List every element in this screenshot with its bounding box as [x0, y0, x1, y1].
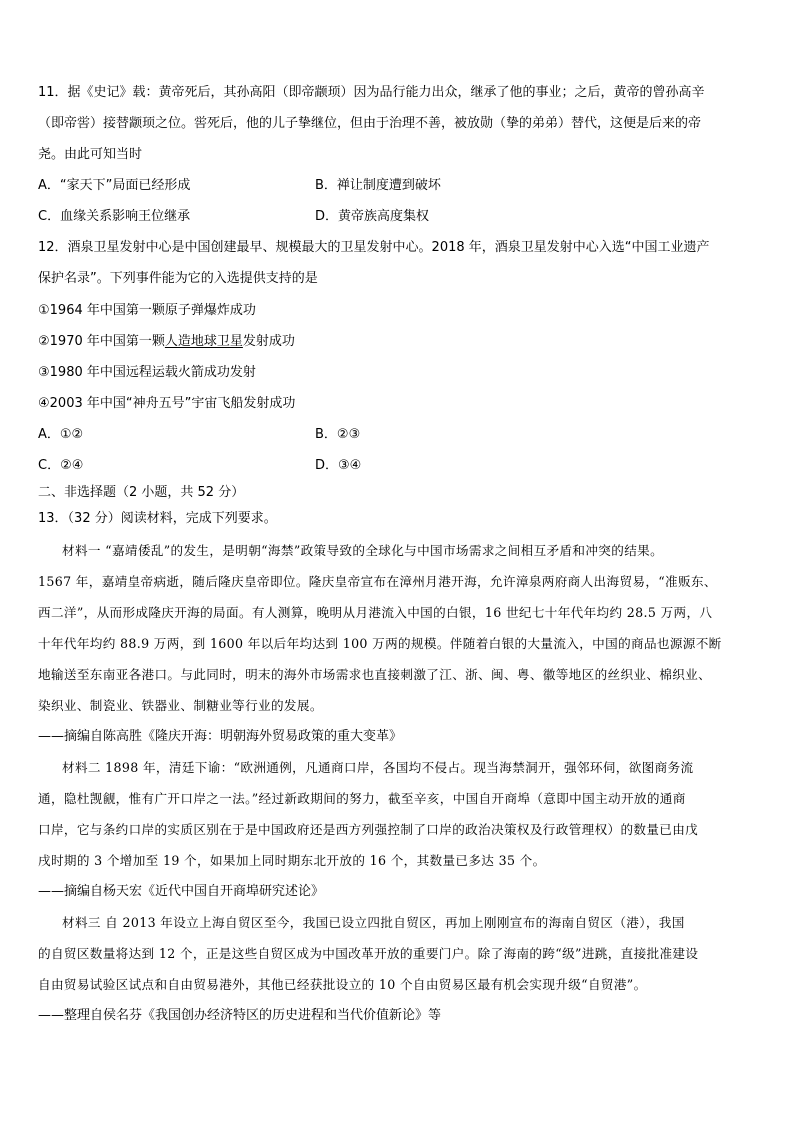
q12-stem-line-2: 保护名录”。下列事件能为它的入选提供支持的是	[38, 271, 318, 286]
material-1-source: ——摘编自陈高胜《隆庆开海：明朝海外贸易政策的重大变革》	[38, 729, 403, 744]
material-1-line-2: 1567 年，嘉靖皇帝病逝，随后隆庆皇帝即位。隆庆皇帝宣布在漳州月港开海，允许漳泉两府商人出海贸易，“准贩东、	[38, 574, 717, 589]
section-2-heading: 二、非选择题（2 小题，共 52 分）	[38, 485, 245, 500]
material-3-line-1: 材料三 自 2013 年设立上海自贸区至今，我国已设立四批自贸区，再加上刚刚宣布的海南自贸区（港），我国	[62, 915, 685, 930]
q11-stem-line-2: （即帝喾）接替颛顼之位。喾死后，他的儿子挚继位，但由于治理不善，被放勋（挚的弟弟）替代，这便是后来的帝	[38, 116, 702, 131]
material-3-source: ——整理自侯名芬《我国创办经济特区的历史进程和当代价值新论》等	[38, 1008, 442, 1023]
material-3-line-2: 的自贸区数量将达到 12 个，正是这些自贸区成为中国改革开放的重要门户。除了海南的跨“级”进跳，直接批准建设	[38, 946, 699, 961]
material-2-line-3: 口岸，它与条约口岸的实质区别在于是中国政府还是西方列强控制了口岸的政治决策权及行政管理权）的数量已由戊	[38, 822, 699, 837]
q12-option-c[interactable]: C．②④	[38, 458, 84, 473]
material-2-line-2: 通，隐杜觊觎，惟有广开口岸之一法。”经过新政期间的努力，截至辛亥，中国自开商埠（意即中国主动开放的通商	[38, 791, 686, 806]
q11-option-c[interactable]: C．血缘关系影响王位继承	[38, 209, 191, 224]
q12-stem-line-1: 12．酒泉卫星发射中心是中国创建最早、规模最大的卫星发射中心。2018 年，酒泉卫星发射中心入选“中国工业遗产	[38, 240, 710, 255]
q12-item-3: ③1980 年中国远程运载火箭成功发射	[38, 365, 256, 380]
q11-option-a[interactable]: A．“家天下”局面已经形成	[38, 178, 191, 193]
q11-option-d[interactable]: D．黄帝族高度集权	[315, 209, 430, 224]
q12-item-2	[38, 333, 758, 351]
material-1-line-4: 十年代年均约 88.9 万两，到 1600 年以后年均达到 100 万两的规模。伴随着白银的大量流入，中国的商品也源源不断	[38, 636, 722, 651]
q12-item-2-prefix: ②1970 年中国第一颗	[38, 334, 165, 349]
q12-item-2-underlined: 人造地球卫星	[164, 334, 243, 349]
q13-intro: 13．（32 分）阅读材料，完成下列要求。	[38, 511, 277, 526]
material-1-line-1: 材料一 “嘉靖倭乱”的发生，是明朝“海禁”政策导致的全球化与中国市场需求之间相互矛盾和冲突的结果。	[62, 543, 664, 558]
q12-item-4: ④2003 年中国“神舟五号”宇宙飞船发射成功	[38, 396, 296, 411]
q12-item-1: ①1964 年中国第一颗原子弹爆炸成功	[38, 303, 256, 318]
q12-item-2-suffix: 发射成功	[242, 334, 295, 349]
q12-option-d[interactable]: D．③④	[315, 458, 362, 473]
material-1-line-3: 西二洋”，从而形成隆庆开海的局面。有人测算，晚明从月港流入中国的白银，16 世纪七十年代年均约 28.5 万两，八	[38, 605, 713, 620]
q11-stem-line-1: 11．据《史记》载：黄帝死后，其孙高阳（即帝颛顼）因为品行能力出众，继承了他的事业；之后，黄帝的曾孙高辛	[38, 85, 705, 100]
q11-option-b[interactable]: B．禅让制度遭到破坏	[315, 178, 441, 193]
material-1-line-6: 染织业、制瓷业、铁器业、制糖业等行业的发展。	[38, 698, 323, 713]
material-2-line-4: 戌时期的 3 个增加至 19 个，如果加上同时期东北开放的 16 个，其数量已多达 35 个。	[38, 853, 546, 868]
q11-stem-line-3: 尧。由此可知当时	[38, 147, 143, 162]
q12-option-b[interactable]: B．②③	[315, 427, 361, 442]
material-1-line-5: 地输送至东南亚各港口。与此同时，明末的海外市场需求也直接刺激了江、浙、闽、粤、徽等地区的丝织业、棉织业、	[38, 667, 712, 682]
material-2-line-1: 材料二 1898 年，清廷下谕：“欧洲通例，凡通商口岸，各国均不侵占。现当海禁洞开，强邻环伺，欲图商务流	[62, 760, 694, 775]
q12-option-a[interactable]: A．①②	[38, 427, 84, 442]
material-2-source: ——摘编自杨天宏《近代中国自开商埠研究述论》	[38, 884, 325, 899]
material-3-line-3: 自由贸易试验区试点和自由贸易港外，其他已经获批设立的 10 个自由贸易区最有机会实现升级“自贸港”。	[38, 977, 647, 992]
